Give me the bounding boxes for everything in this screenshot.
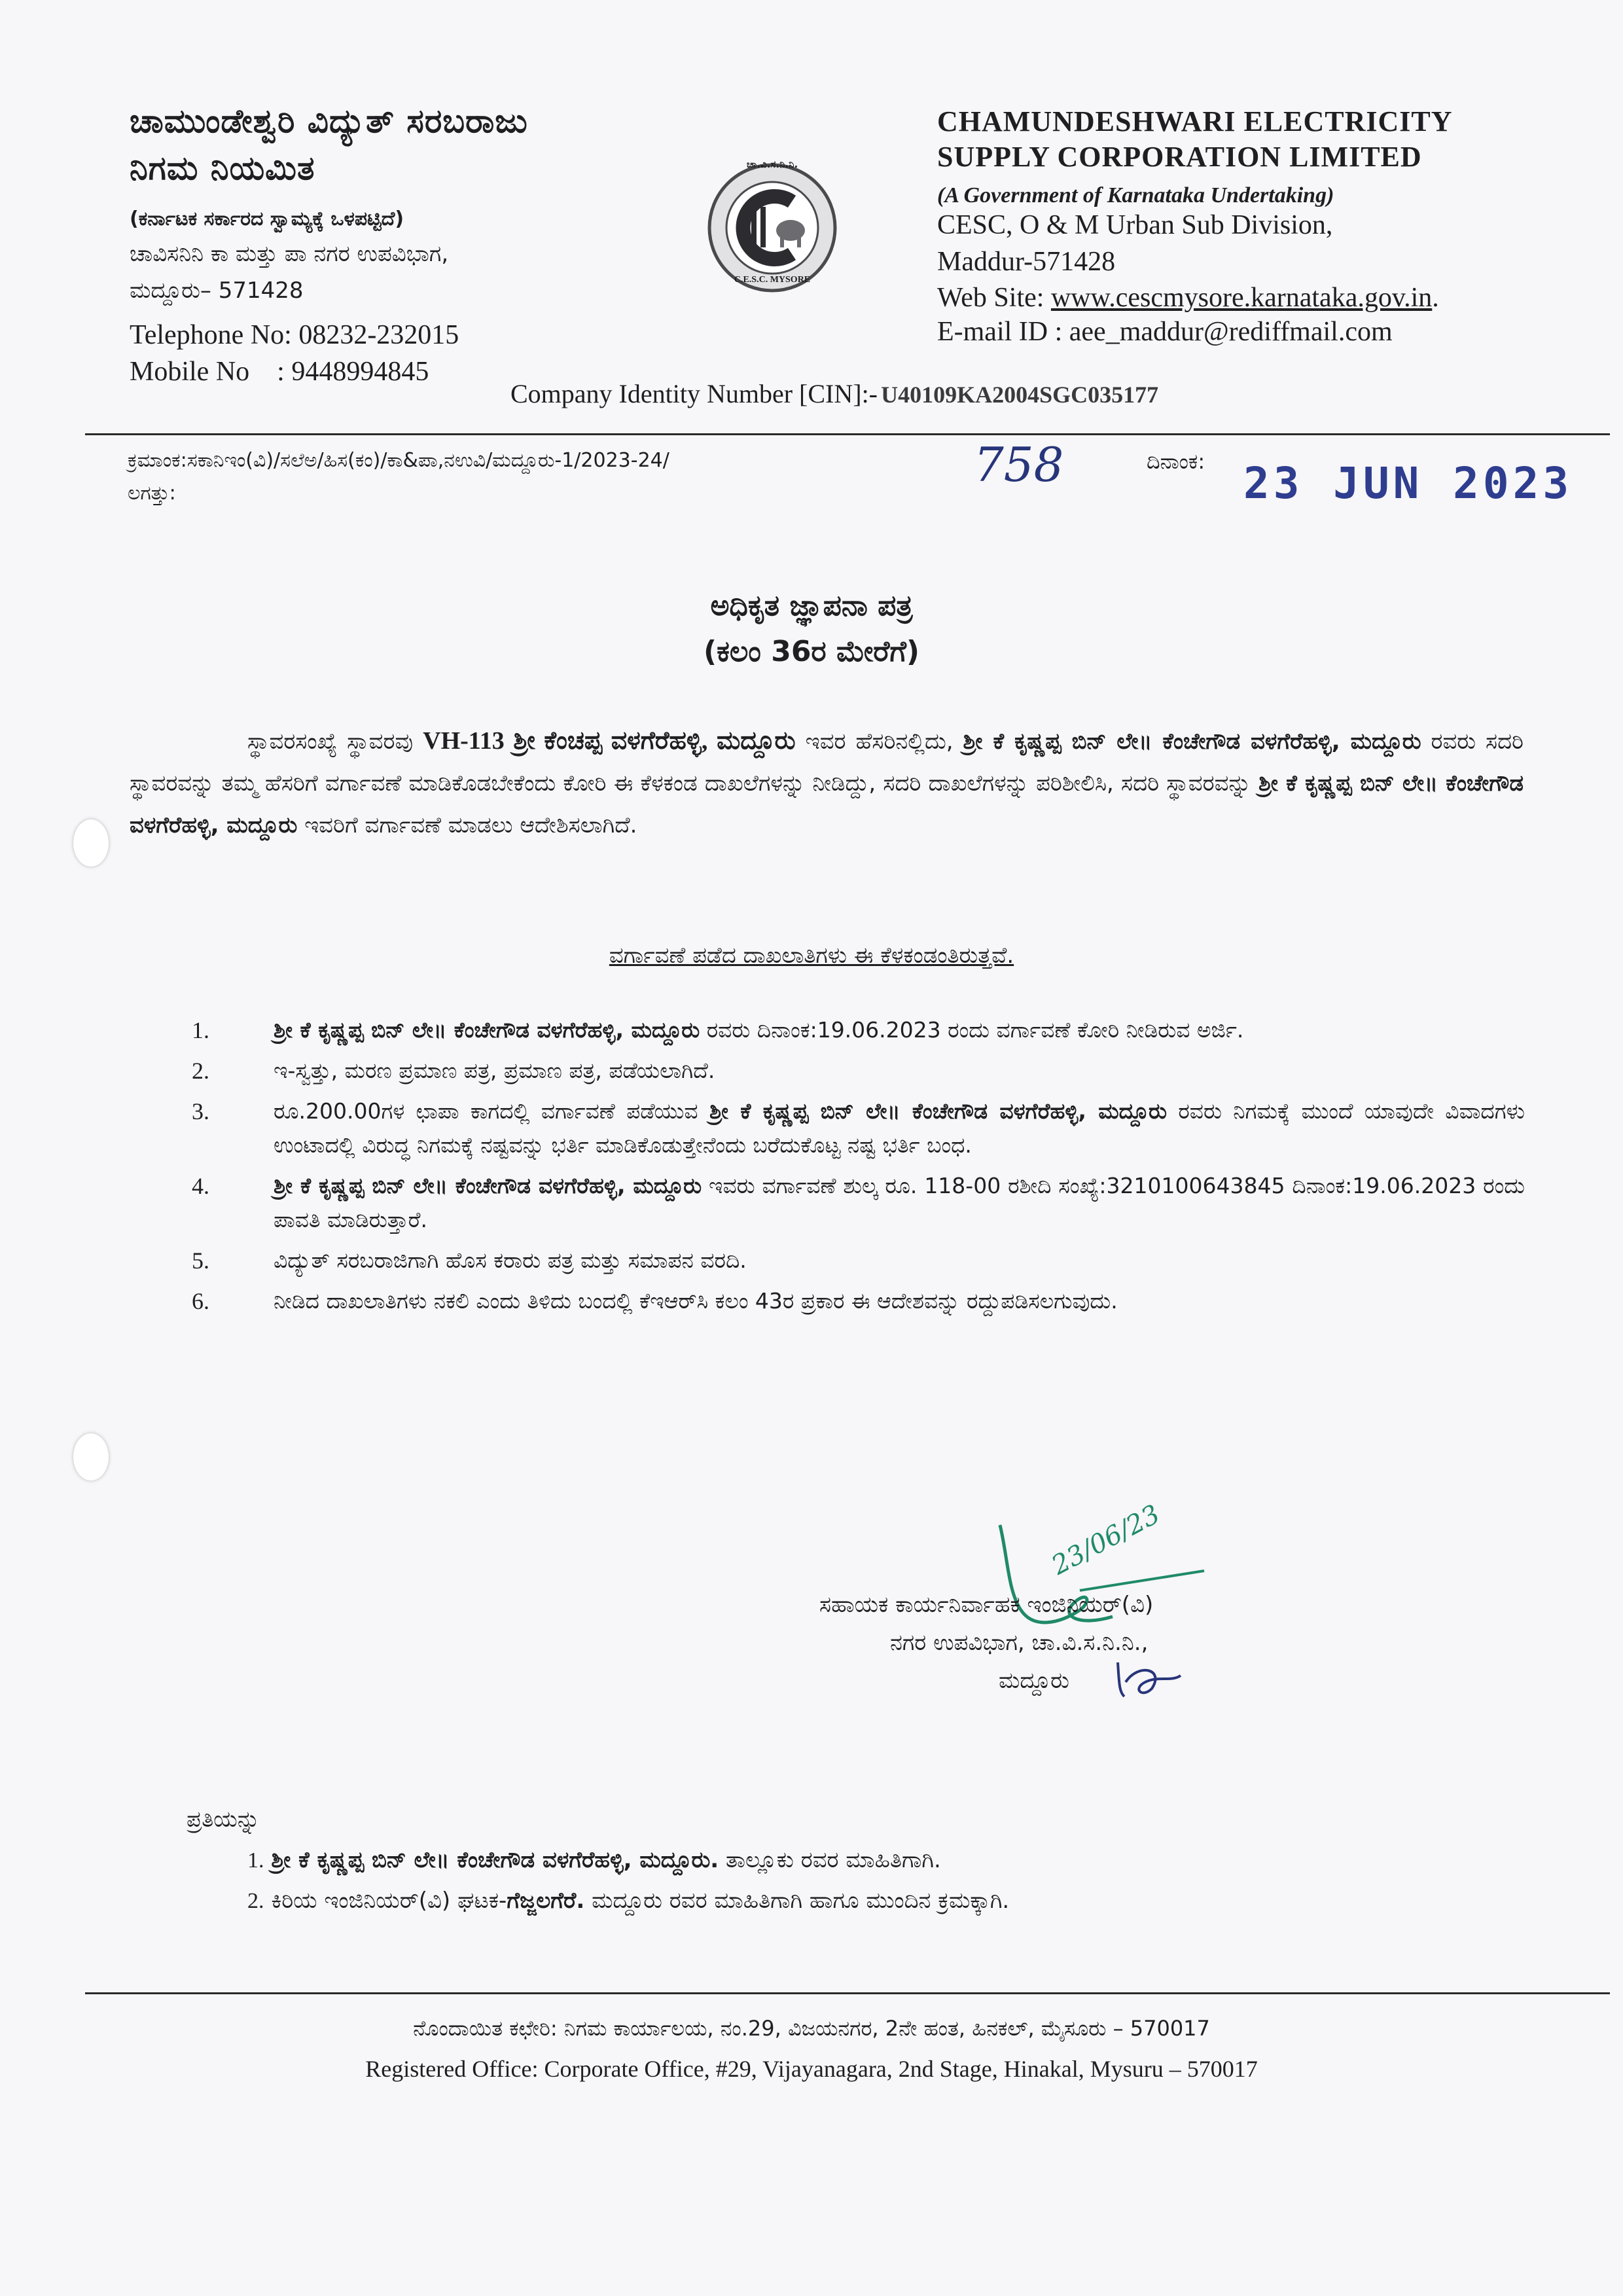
- logo-text-top: ಚಾ.ವಿ.ಸ.ನಿ.ನಿ.: [746, 158, 798, 170]
- kn-office-address: ಚಾವಿಸನಿನಿ ಕಾ ಮತ್ತು ಪಾ ನಗರ ಉಪವಿಭಾಗ,: [130, 241, 449, 267]
- en-company-name-line1: CHAMUNDESHWARI ELECTRICITY: [937, 105, 1453, 137]
- kn-city: ಮದ್ದೂರು– 571428: [130, 278, 304, 304]
- en-city: Maddur-571428: [937, 247, 1116, 277]
- kn-company-name-line1: ಚಾಮುಂಡೇಶ್ವರಿ ವಿದ್ಯುತ್ ಸರಬರಾಜು: [130, 102, 528, 140]
- cesc-logo: [707, 162, 838, 293]
- signatory-office: ನಗರ ಉಪವಿಭಾಗ, ಚಾ.ವಿ.ಸ.ನಿ.ನಿ.,: [890, 1630, 1149, 1656]
- website-link[interactable]: www.cescmysore.karnataka.gov.in: [1050, 283, 1433, 313]
- en-office-address: CESC, O & M Urban Sub Division,: [937, 210, 1333, 240]
- applicant-name-1: ಶ್ರೀ ಕೆ ಕೃಷ್ಣಪ್ಪ ಬಿನ್ ಲೇ॥ ಕೆಂಚೇಗೌಡ ವಳಗೆರೆಹಳ್ಳಿ, ಮದ್ದೂರು: [963, 728, 1421, 755]
- para-part-e: ರವರು ಸದರಿ ಸ್ಥಾವರವನ್ನು ತಮ್ಮ ಹೆಸರಿಗೆ ವರ್ಗಾವಣೆ ಮಾಡಿಕೊಡಬೇಕೆಂದು ಕೋರಿ ಈ ಕೆಳಕಂಡ ದಾಖಲೆಗಳನ್ನು ನೀಡಿದ್ದು, ಸದರಿ ದಾಖಲೆಗಳನ್ನು ಪರಿಶೀಲಿಸಿ, ಸದರಿ ಸ್ಥಾವರವನ್ನು: [130, 728, 1524, 797]
- main-paragraph: [130, 720, 1524, 846]
- handwritten-ref-no: 758: [974, 437, 1064, 492]
- documents-heading: ವರ್ಗಾವಣೆ ಪಡೆದ ದಾಖಲಾತಿಗಳು ಈ ಕೆಳಕಂಡಂತಿರುತ್ತವೆ.: [609, 942, 1014, 969]
- reference-number: ಕ್ರಮಾಂಕ:ಸಕಾನಿಇಂ(ವಿ)/ಸಲೆಅ/ಹಿಸ(ಕಂ)/ಕಾ&ಪಾ,ನಉವಿ/ಮದ್ದೂರು-1/2023-24/: [128, 449, 669, 472]
- list-item: 1. ಶ್ರೀ ಕೆ ಕೃಷ್ಣಪ್ಪ ಬಿನ್ ಲೇ॥ ಕೆಂಚೇಗೌಡ ವಳಗೆರೆಹಳ್ಳಿ, ಮದ್ದೂರು ರವರು ದಿನಾಂಕ:19.06.2023 ರಂದು ವರ್ಗಾವಣೆ ಕೋರಿ ನೀಡಿರುವ ಅರ್ಜಿ.: [192, 1017, 1244, 1043]
- date-label: ದಿನಾಂಕ:: [1147, 449, 1205, 474]
- signatory-designation: ಸಹಾಯಕ ಕಾರ್ಯನಿರ್ವಾಹಕ ಇಂಜಿನಿಯರ್(ವಿ): [819, 1592, 1154, 1618]
- installation-ref: VH-113 ಶ್ರೀ ಕೆಂಚಪ್ಪ ವಳಗೆರೆಹಳ್ಳಿ, ಮದ್ದೂರು: [423, 727, 796, 755]
- telephone: Telephone No: 08232-232015: [130, 320, 459, 350]
- signatory-city: ಮದ್ದೂರು: [999, 1668, 1069, 1694]
- footer-kannada: ನೊಂದಾಯಿತ ಕಛೇರಿ: ನಿಗಮ ಕಾರ್ಯಾಲಯ, ನಂ.29, ವಿಜಯನಗರ, 2ನೇ ಹಂತ, ಹಿನಕಲ್, ಮೈಸೂರು – 570017: [413, 2016, 1210, 2041]
- list-item: 5. ವಿದ್ಯುತ್ ಸರಬರಾಜಿಗಾಗಿ ಹೊಸ ಕರಾರು ಪತ್ರ ಮತ್ತು ಸಮಾಪನ ವರದಿ.: [192, 1247, 747, 1274]
- punch-hole-top: [73, 819, 109, 867]
- documents-list: [192, 1013, 1525, 1325]
- para-part-a: ಸ್ಥಾವರಸಂಖ್ಯೆ ಸ್ಥಾವರವು: [247, 728, 423, 755]
- header-rule: [85, 433, 1610, 435]
- para-part-c: ಇವರ ಹೆಸರಿನಲ್ಲಿದು,: [795, 728, 963, 755]
- logo-text-bottom: C.E.S.C. MYSORE: [734, 275, 811, 285]
- footer-rule: [85, 1992, 1610, 1994]
- punch-hole-bottom: [73, 1433, 109, 1480]
- kn-company-name-line2: ನಿಗಮ ನಿಯಮಿತ: [130, 149, 315, 187]
- en-govt-undertaking: (A Government of Karnataka Undertaking): [937, 183, 1334, 207]
- website-line: Web Site: www.cescmysore.karnataka.gov.in.: [937, 283, 1439, 313]
- list-item: 3. ರೂ.200.00ಗಳ ಛಾಪಾ ಕಾಗದಲ್ಲಿ ವರ್ಗಾವಣೆ ಪಡೆಯುವ ಶ್ರೀ ಕೆ ಕೃಷ್ಣಪ್ಪ ಬಿನ್ ಲೇ॥ ಕೆಂಚೇಗೌಡ ವಳಗೆರೆಹಳ್ಳಿ, ಮದ್ದೂರು ರವರು ನಿಗಮಕ್ಕೆ ಮುಂದೆ ಯಾವುದೇ ವಿವಾದಗಳು ಉಂಟಾದಲ್ಲಿ ವಿರುದ್ಧ ನಿಗಮಕ್ಕೆ ನಷ್ಟವನ್ನು ಭರ್ತಿ ಮಾಡಿಕೊಡುತ್ತೇನೆಂದು ಬರೆದುಕೊಟ್ಟ ನಷ್ಟ ಭರ್ತಿ ಬಂಧ.: [192, 1098, 1525, 1158]
- mobile: Mobile No : 9448994845: [130, 357, 429, 387]
- applicant-name-2: ಶ್ರೀ ಕೆ ಕೃಷ್ಣಪ್ಪ ಬಿನ್ ಲೇ॥ ಕೆಂಚೇಗೌಡ ವಳಗೆರೆಹಳ್ಳಿ, ಮದ್ದೂರು: [130, 770, 1524, 838]
- cin-line: [510, 378, 1558, 409]
- list-item: 4. ಶ್ರೀ ಕೆ ಕೃಷ್ಣಪ್ಪ ಬಿನ್ ಲೇ॥ ಕೆಂಚೇಗೌಡ ವಳಗೆರೆಹಳ್ಳಿ, ಮದ್ದೂರು ಇವರು ವರ್ಗಾವಣೆ ಶುಲ್ಕ ರೂ. 118-00 ರಶೀದಿ ಸಂಖ್ಯೆ:3210100643845 ದಿನಾಂಕ:19.06.2023 ರಂದು ಪಾವತಿ ಮಾಡಿರುತ್ತಾರೆ.: [192, 1173, 1525, 1232]
- handwritten-sign-date: 23/06/23: [1046, 1499, 1165, 1581]
- en-company-name-line2: SUPPLY CORPORATION LIMITED: [937, 141, 1422, 173]
- website-label: Web Site:: [937, 283, 1044, 313]
- document-subtitle: (ಕಲಂ 36ರ ಮೇರೆಗೆ): [703, 635, 920, 668]
- footer-english: Registered Office: Corporate Office, #29, Vijayanagara, 2nd Stage, Hinakal, Mysuru – 570017: [365, 2056, 1258, 2082]
- copy-to-item-2: 2. ಕಿರಿಯ ಇಂಜಿನಿಯರ್(ವಿ) ಘಟಕ-ಗೆಜ್ಜಲಗೆರೆ. ಮದ್ದೂರು ರವರ ಮಾಹಿತಿಗಾಗಿ ಹಾಗೂ ಮುಂದಿನ ಕ್ರಮಕ್ಕಾಗಿ.: [247, 1888, 1010, 1914]
- kn-govt-undertaking: (ಕರ್ನಾಟಕ ಸರ್ಕಾರದ ಸ್ವಾಮ್ಯಕ್ಕೆ ಒಳಪಟ್ಟಿದೆ): [130, 207, 404, 230]
- copy-to-label: ಪ್ರತಿಯನ್ನು: [187, 1806, 260, 1833]
- cin-label: Company Identity Number [CIN]:-: [510, 379, 878, 408]
- cin-number: U40109KA2004SGC035177: [881, 382, 1159, 408]
- initials-scribble: [1113, 1656, 1185, 1702]
- document-title: ಅಧಿಕೃತ ಜ್ಞಾಪನಾ ಪತ್ರ: [710, 589, 913, 622]
- date-stamp: 23 JUN 2023: [1243, 458, 1573, 509]
- list-item: 6. ನೀಡಿದ ದಾಖಲಾತಿಗಳು ನಕಲಿ ಎಂದು ತಿಳಿದು ಬಂದಲ್ಲಿ ಕೆಇಆರ್‌ಸಿ ಕಲಂ 43ರ ಪ್ರಕಾರ ಈ ಆದೇಶವನ್ನು ರದ್ದುಪಡಿಸಲಗುವುದು.: [192, 1288, 1118, 1314]
- enclosure-label: ಲಗತ್ತು:: [128, 482, 176, 505]
- email: E-mail ID : aee_maddur@rediffmail.com: [937, 317, 1393, 347]
- list-item: 2. ಇ-ಸ್ವತ್ತು, ಮರಣ ಪ್ರಮಾಣ ಪತ್ರ, ಪ್ರಮಾಣ ಪತ್ರ, ಪಡೆಯಲಾಗಿದೆ.: [192, 1058, 715, 1084]
- para-part-g: ಇವರಿಗೆ ವರ್ಗಾವಣೆ ಮಾಡಲು ಆದೇಶಿಸಲಾಗಿದೆ.: [297, 812, 637, 838]
- copy-to-item-1: 1. ಶ್ರೀ ಕೆ ಕೃಷ್ಣಪ್ಪ ಬಿನ್ ಲೇ॥ ಕೆಂಚೇಗೌಡ ವಳಗೆರೆಹಳ್ಳಿ, ಮದ್ದೂರು. ತಾಲ್ಲೂಕು ರವರ ಮಾಹಿತಿಗಾಗಿ.: [247, 1847, 941, 1873]
